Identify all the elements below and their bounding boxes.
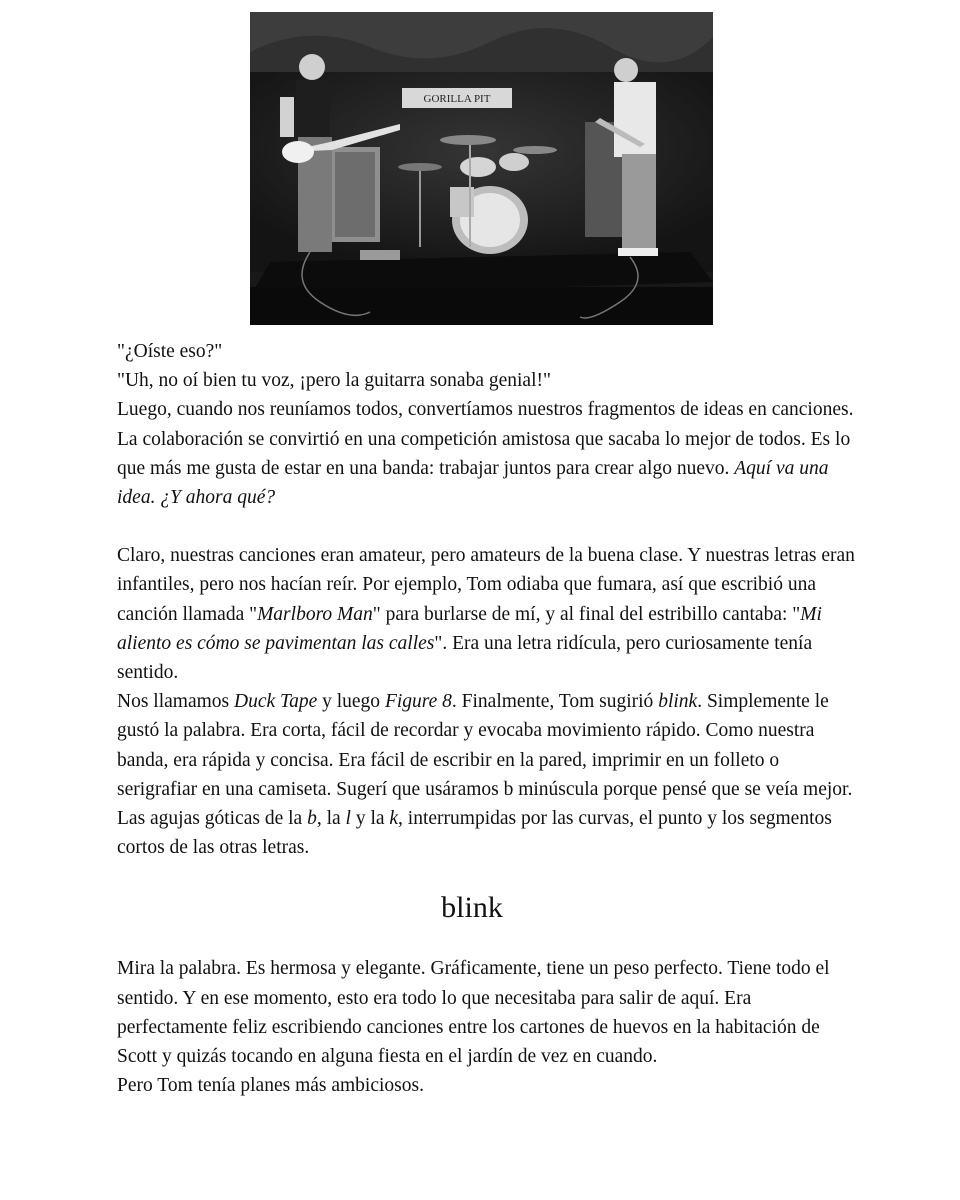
paragraph xyxy=(117,395,857,512)
band-name: blink xyxy=(658,691,698,713)
dialogue-line: "Uh, no oí bien tu voz, ¡pero la guitarra sonaba genial!" xyxy=(117,370,551,392)
text-run: y luego xyxy=(317,691,385,713)
song-title: Marlboro Man xyxy=(257,603,373,625)
paragraph xyxy=(117,687,857,862)
text-run: . Finalmente, Tom sugirió xyxy=(451,691,659,713)
paragraph: Pero Tom tenía planes más ambiciosos. xyxy=(117,1075,424,1097)
paragraph: Mira la palabra. Es hermosa y elegante. Gráficamente, tiene un peso perfecto. Tiene todo el sentido. Y en ese momento, esto era todo lo que necesitaba para salir de aquí. Era perfectamente feliz escribiendo canciones entre los cartones de huevos en la habitación de Scott y quizás tocando en alguna fiesta en el jardín de vez en cuando. xyxy=(117,958,830,1068)
band-name: Figure 8 xyxy=(384,691,452,713)
band-photo xyxy=(250,12,713,325)
text-run: ". Era una letra ridícula, pero curiosamente tenía sentido. xyxy=(117,632,813,684)
sign-text: GORILLA PIT xyxy=(423,93,491,105)
band-name: Duck Tape xyxy=(234,691,318,713)
italic-run: Aquí va una idea. ¿Y ahora qué? xyxy=(117,457,829,509)
lyric-quote: Mi aliento es cómo se pavimentan las calles xyxy=(117,603,822,654)
letter: k xyxy=(389,808,399,830)
text-run: Nos llamamos xyxy=(117,691,234,713)
dialogue-line: "¿Oíste eso?" xyxy=(117,341,223,362)
paragraph-gap xyxy=(117,512,857,541)
text-run: " para burlarse de mí, y al final del estribillo cantaba: " xyxy=(372,603,801,625)
text-run: . Simplemente le gustó la palabra. Era corta, fácil de recordar y evocaba movimiento rápido. Como nuestra banda, era rápida y concisa. Era fácil de escribir en la pared, imprimir en un folleto o serigrafiar en una camiseta. Sugerí que usáramos b minúscula porque pensé que se veía mejor. Las agujas góticas de la xyxy=(117,691,853,830)
letter: b xyxy=(307,808,317,830)
article-text xyxy=(117,337,857,1100)
text-run: , la xyxy=(316,808,346,830)
band-photo-image xyxy=(250,12,713,325)
text-run: Claro, nuestras canciones eran amateur, pero amateurs de la buena clase. Y nuestras letras eran infantiles, pero nos hacían reír. Por ejemplo, Tom odiaba que fumara, así que escribió una canción llamada " xyxy=(117,545,855,625)
text-run: , interrumpidas por las curvas, el punto y los segmentos cortos de las otras letras. xyxy=(117,808,832,859)
letter: l xyxy=(345,808,351,830)
text-run: Luego, cuando nos reuníamos todos, convertíamos nuestros fragmentos de ideas en canciones. La colaboración se convirtió en una competición amistosa que sacaba lo mejor de todos. Es lo que más me gusta de estar en una banda: trabajar juntos para crear algo nuevo. xyxy=(117,399,854,479)
blink-heading: blink xyxy=(441,891,503,925)
text-run: y la xyxy=(350,808,390,830)
paragraph xyxy=(117,541,857,687)
